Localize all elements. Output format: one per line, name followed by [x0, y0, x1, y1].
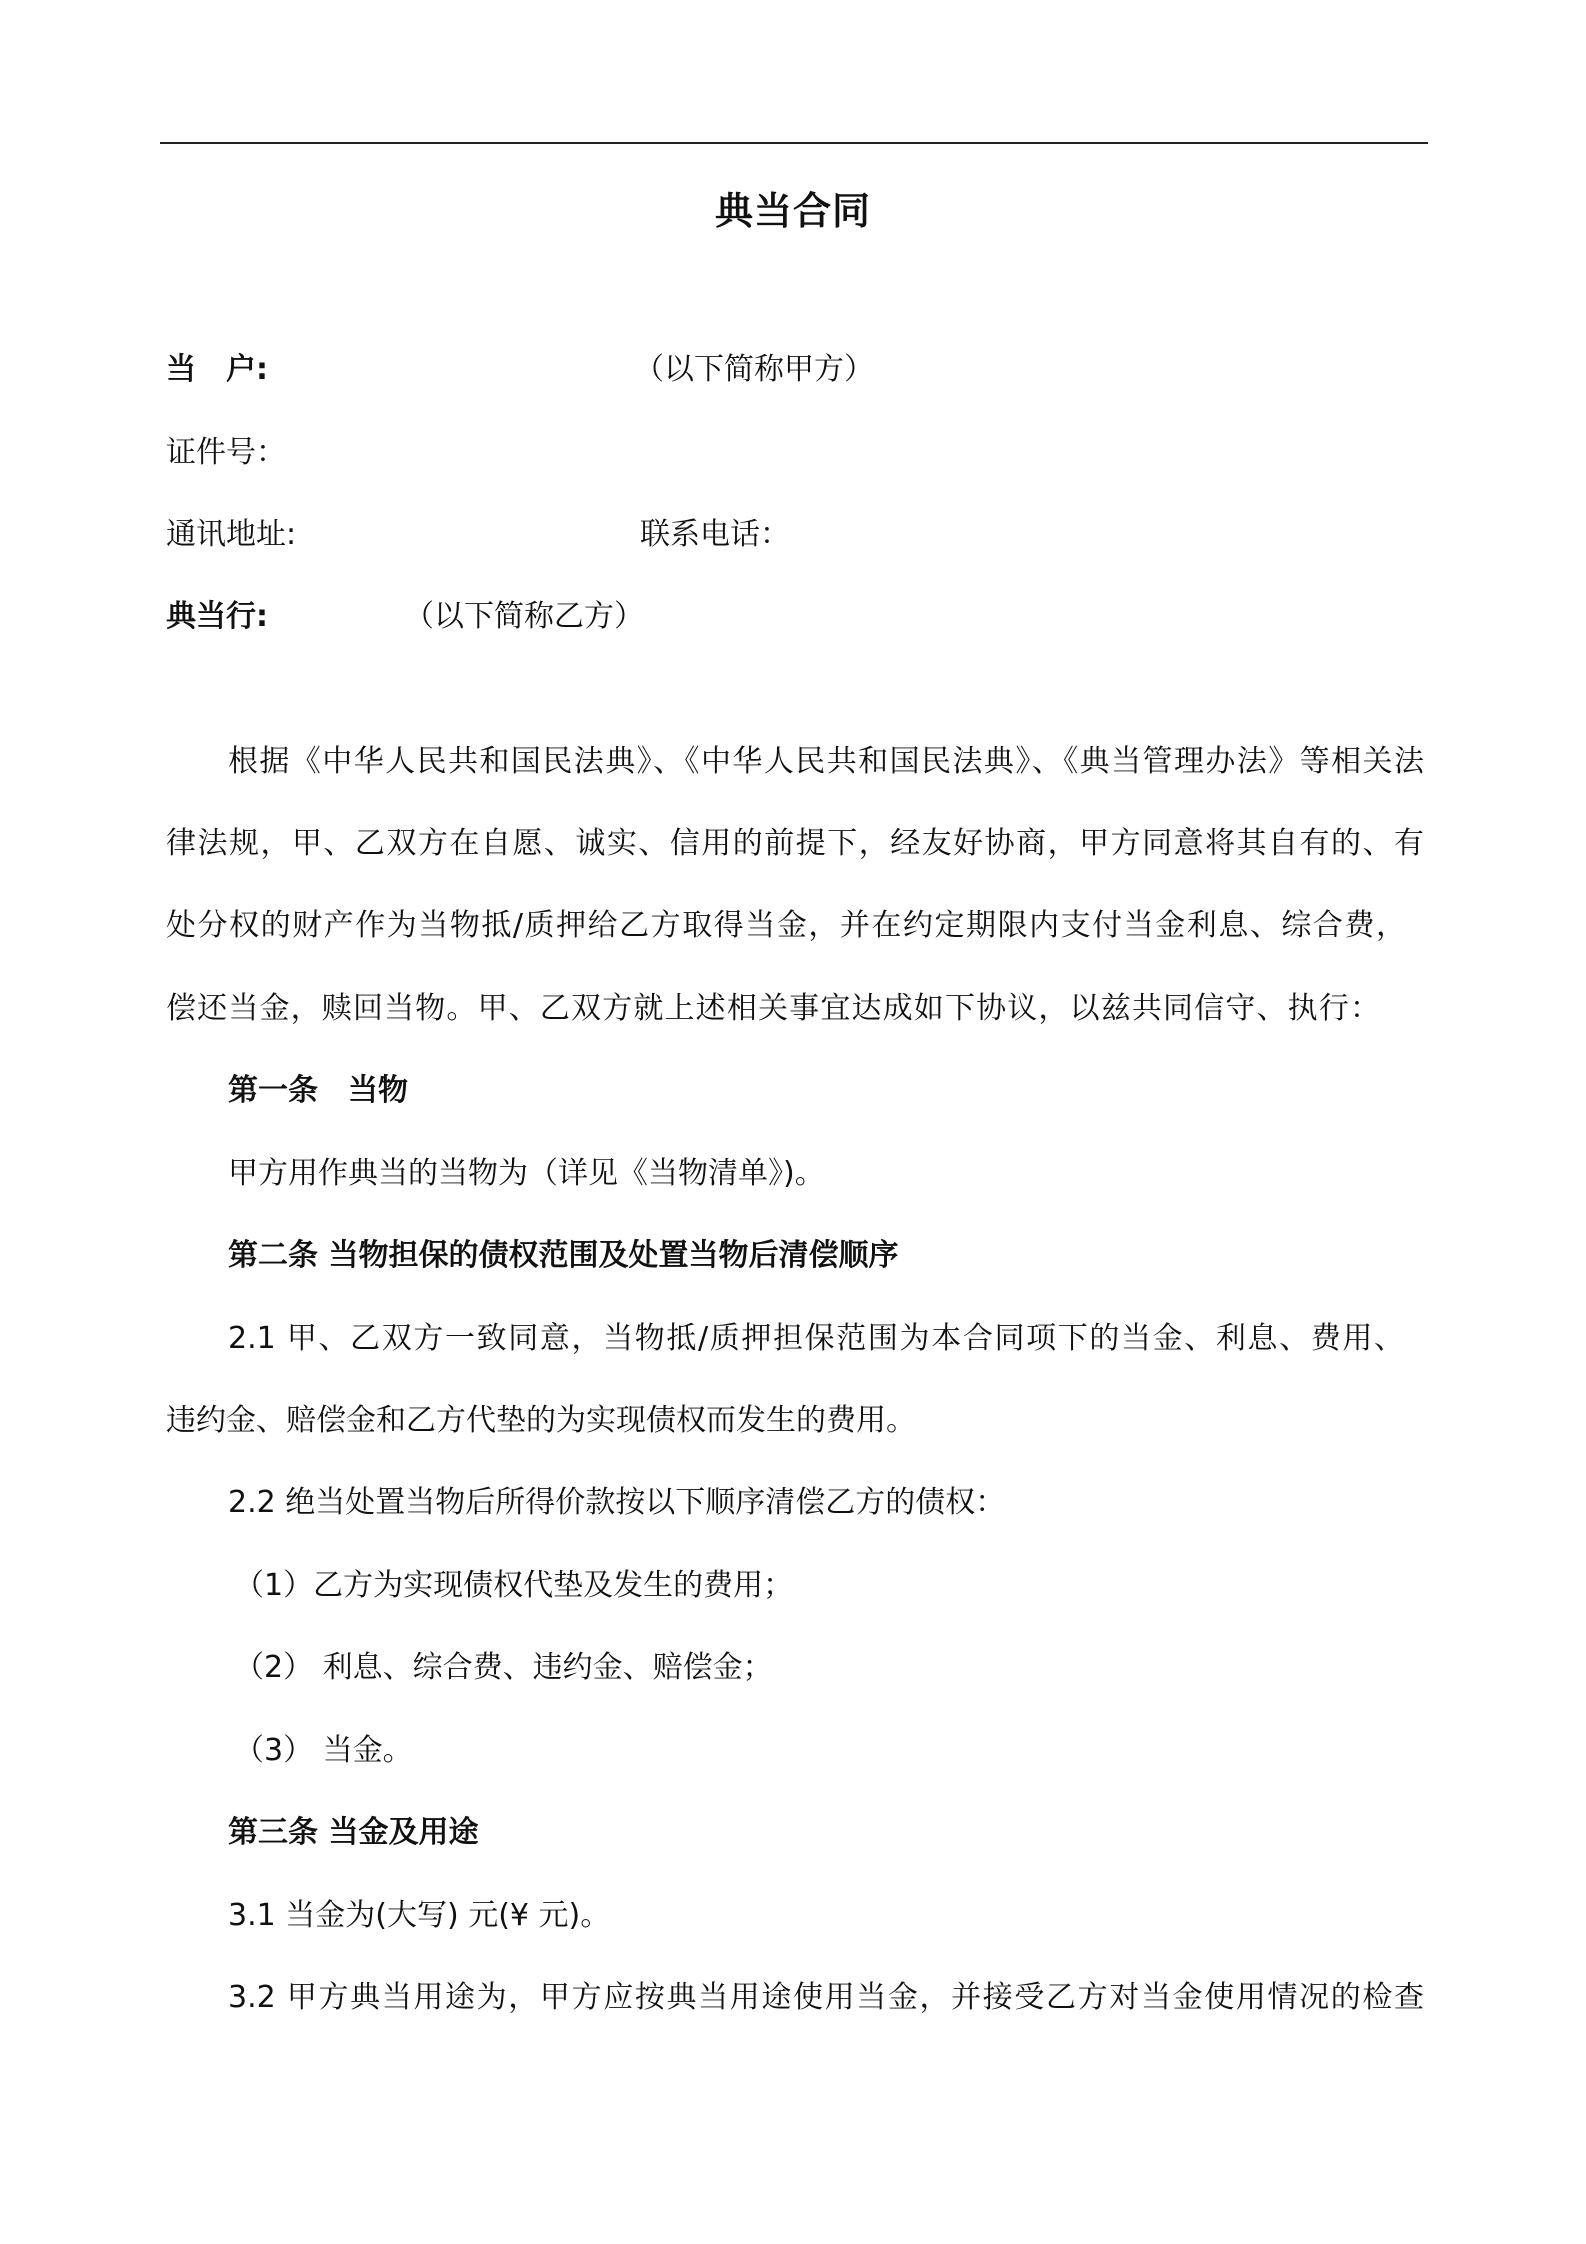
preamble-line-1: 根据《中华人民共和国民法典》、《中华人民共和国民法典》、《典当管理办法》等相关法: [228, 744, 1424, 779]
article-2-heading: 第二条 当物担保的债权范围及处置当物后清偿顺序: [228, 1238, 899, 1273]
article-3-heading: 第三条 当金及用途: [228, 1815, 479, 1850]
article-3-p31: 3.1 当金为(大写) 元(¥ 元)。: [228, 1898, 611, 1933]
article-3-p32: 3.2 甲方典当用途为，甲方应按典当用途使用当金，并接受乙方对当金使用情况的检查: [228, 1980, 1424, 2015]
preamble-line-4: 偿还当金，赎回当物。甲、乙双方就上述相关事宜达成如下协议，以兹共同信守、执行：: [166, 991, 1380, 1026]
preamble-line-3: 处分权的财产作为当物抵/质押给乙方取得当金，并在约定期限内支付当金利息、综合费，: [166, 908, 1406, 943]
article-2-item-2: （2） 利息、综合费、违约金、赔偿金；: [234, 1650, 773, 1685]
phone-label: 联系电话：: [640, 517, 790, 552]
article-1-heading: 第一条 当物: [228, 1073, 408, 1108]
article-2-p21-line-1: 2.1 甲、乙双方一致同意，当物抵/质押担保范围为本合同项下的当金、利息、费用、: [228, 1321, 1404, 1356]
pawner-note: （以下简称甲方）: [634, 352, 874, 387]
pawnshop-note: （以下简称乙方）: [404, 599, 644, 634]
id-label: 证件号：: [166, 435, 286, 470]
article-1-body: 甲方用作典当的当物为（详见《当物清单》)。: [228, 1156, 825, 1191]
article-2-p22: 2.2 绝当处置当物后所得价款按以下顺序清偿乙方的债权：: [228, 1485, 1006, 1520]
pawnshop-label: 典当行:: [166, 599, 268, 634]
article-2-p21-line-2: 违约金、赔偿金和乙方代垫的为实现债权而发生的费用。: [166, 1403, 916, 1438]
article-2-item-1: （1）乙方为实现债权代垫及发生的费用；: [234, 1568, 794, 1603]
document-title: 典当合同: [714, 189, 871, 233]
pawner-label: 当 户:: [166, 352, 268, 387]
header-rule: [160, 142, 1428, 144]
article-2-item-3: （3） 当金。: [234, 1733, 413, 1768]
address-label: 通讯地址:: [166, 517, 297, 552]
preamble-line-2: 律法规，甲、乙双方在自愿、诚实、信用的前提下，经友好协商，甲方同意将其自有的、有: [166, 826, 1424, 861]
